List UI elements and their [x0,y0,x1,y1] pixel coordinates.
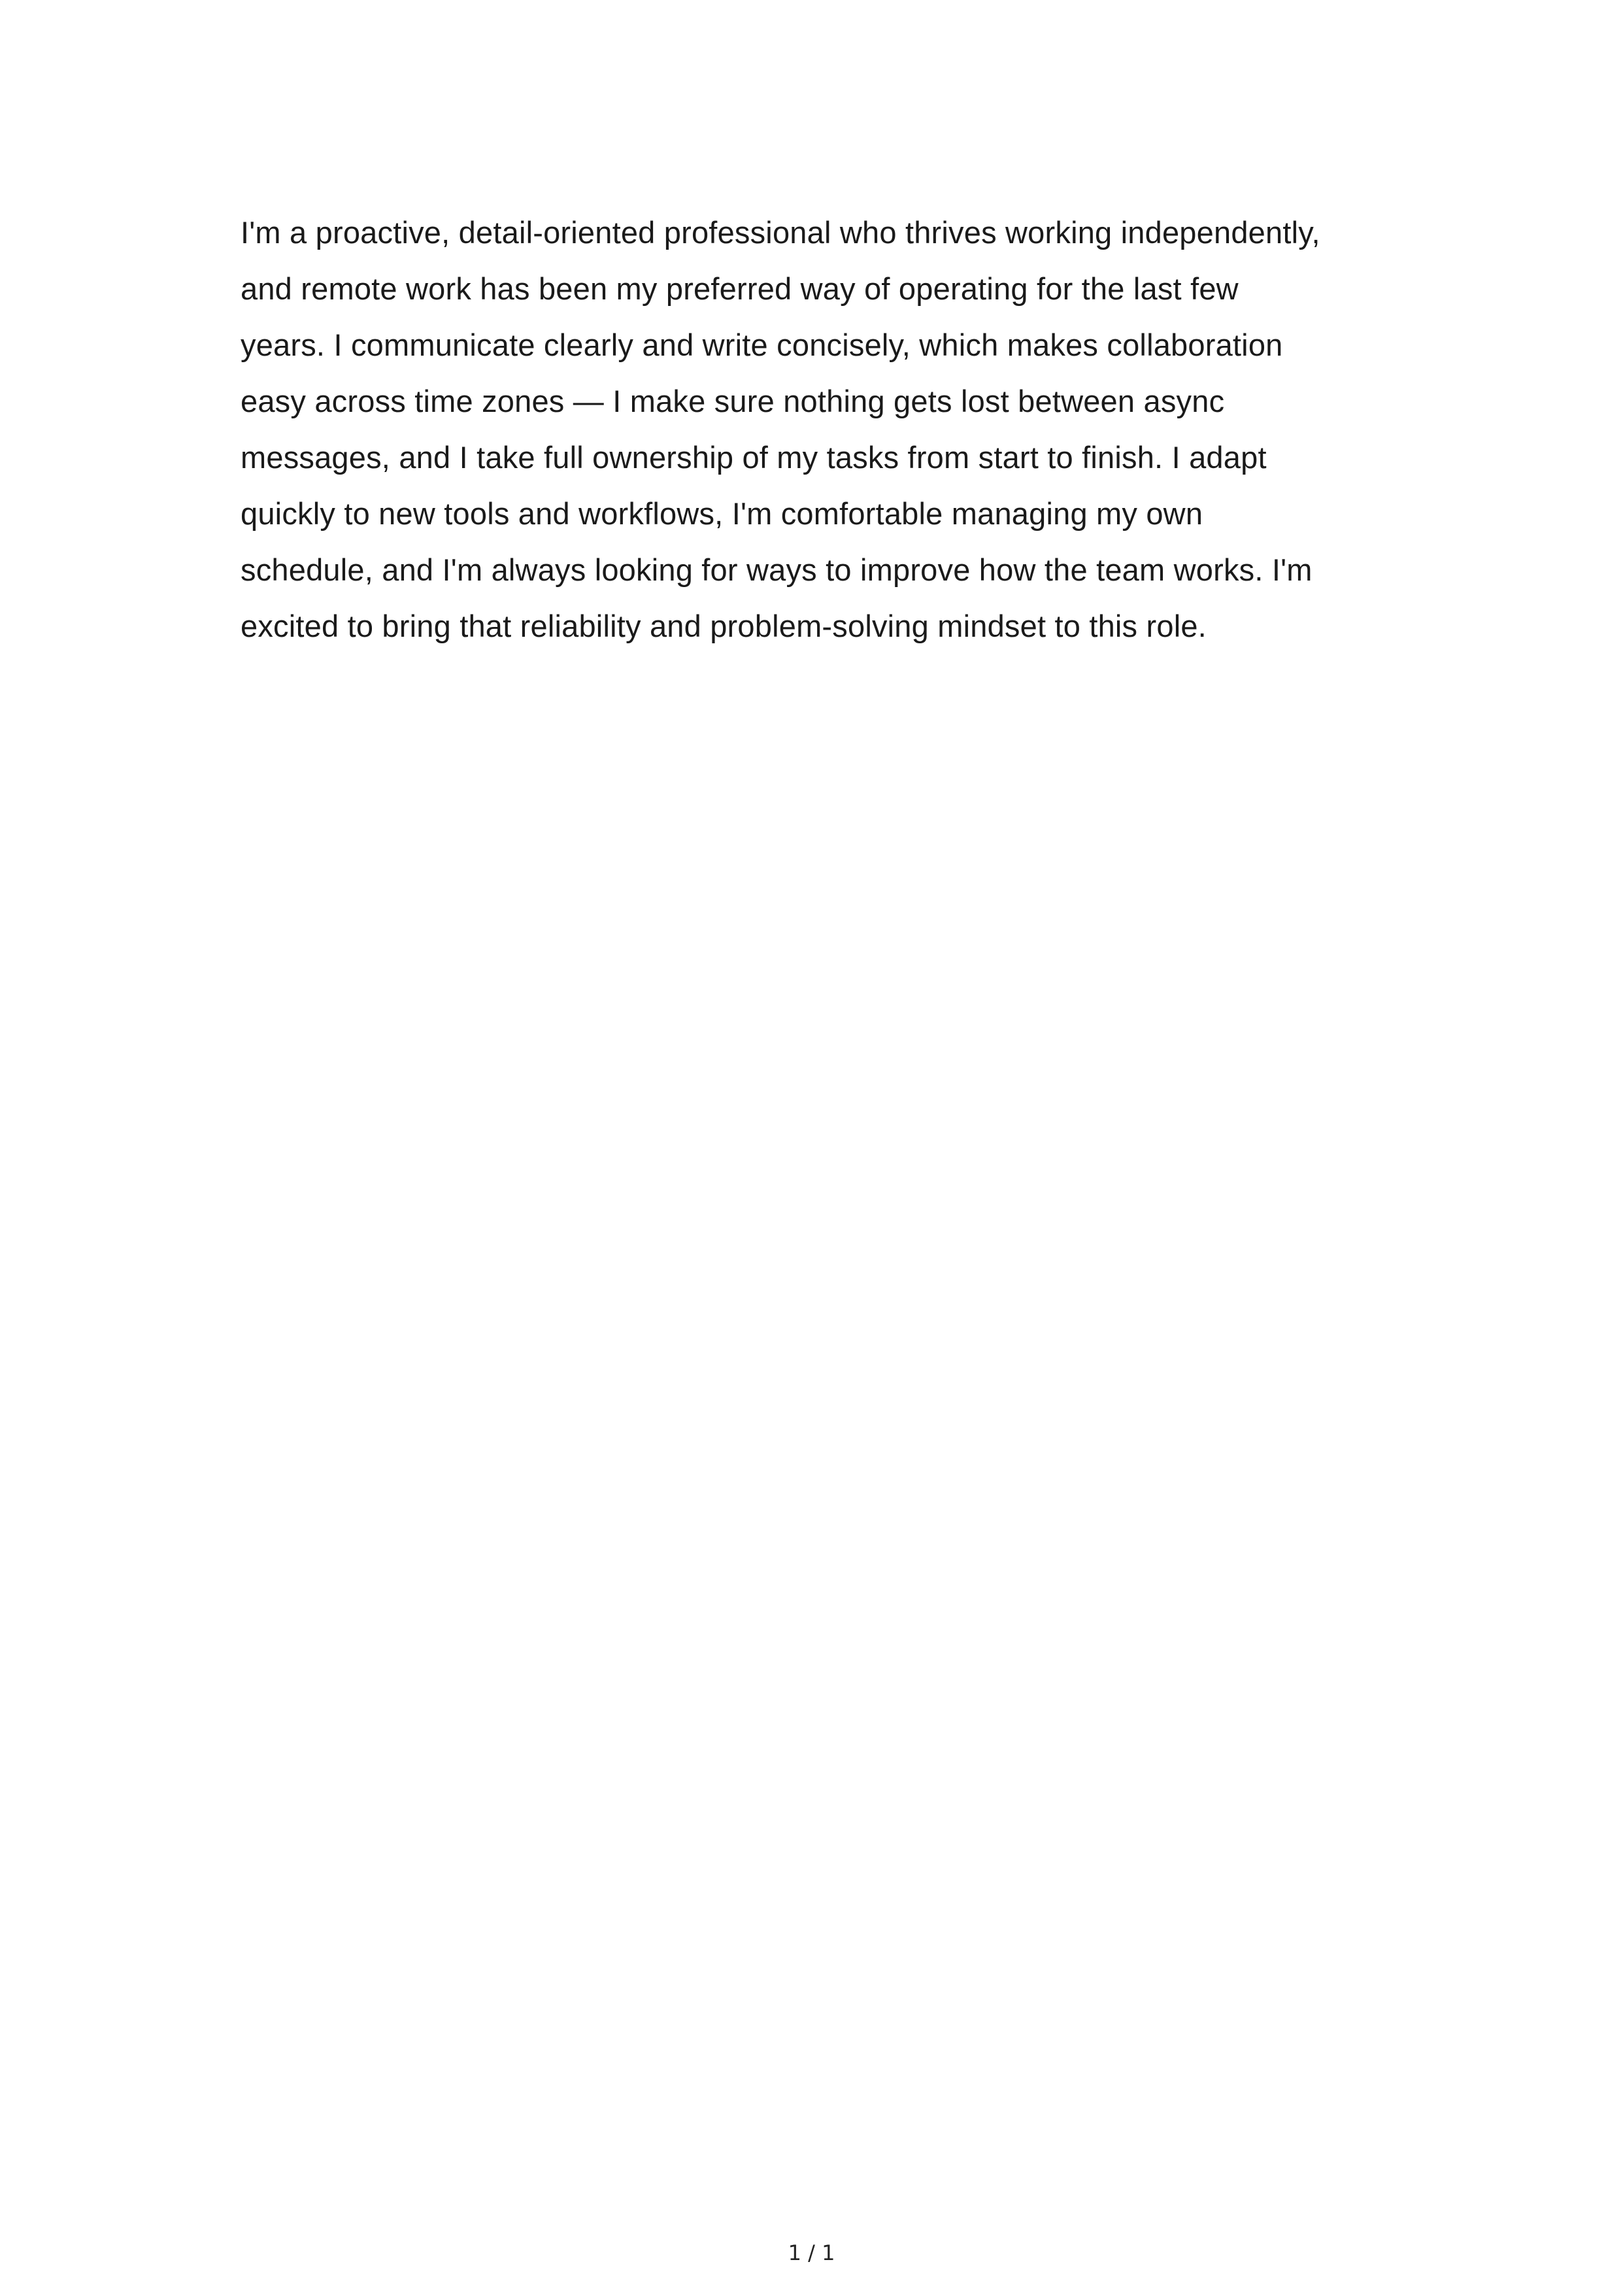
body-paragraph [241,205,1391,654]
paragraph-line-6: quickly to new tools and workflows, I'm comfortable managing my own [241,496,1203,531]
paragraph-line-2: and remote work has been my preferred way of operating for the last few [241,271,1239,306]
paragraph-line-4: easy across time zones — I make sure nothing gets lost between async [241,384,1225,418]
paragraph-line-7: schedule, and I'm always looking for ways to improve how the team works. I'm [241,552,1313,587]
paragraph-line-5: messages, and I take full ownership of my tasks from start to finish. I adapt [241,440,1267,475]
page-number: 1 / 1 [788,2240,835,2265]
paragraph-line-8: excited to bring that reliability and problem-solving mindset to this role. [241,609,1207,643]
paragraph-line-1: I'm a proactive, detail-oriented professional who thrives working independently, [241,215,1320,250]
paragraph-line-3: years. I communicate clearly and write concisely, which makes collaboration [241,328,1283,362]
